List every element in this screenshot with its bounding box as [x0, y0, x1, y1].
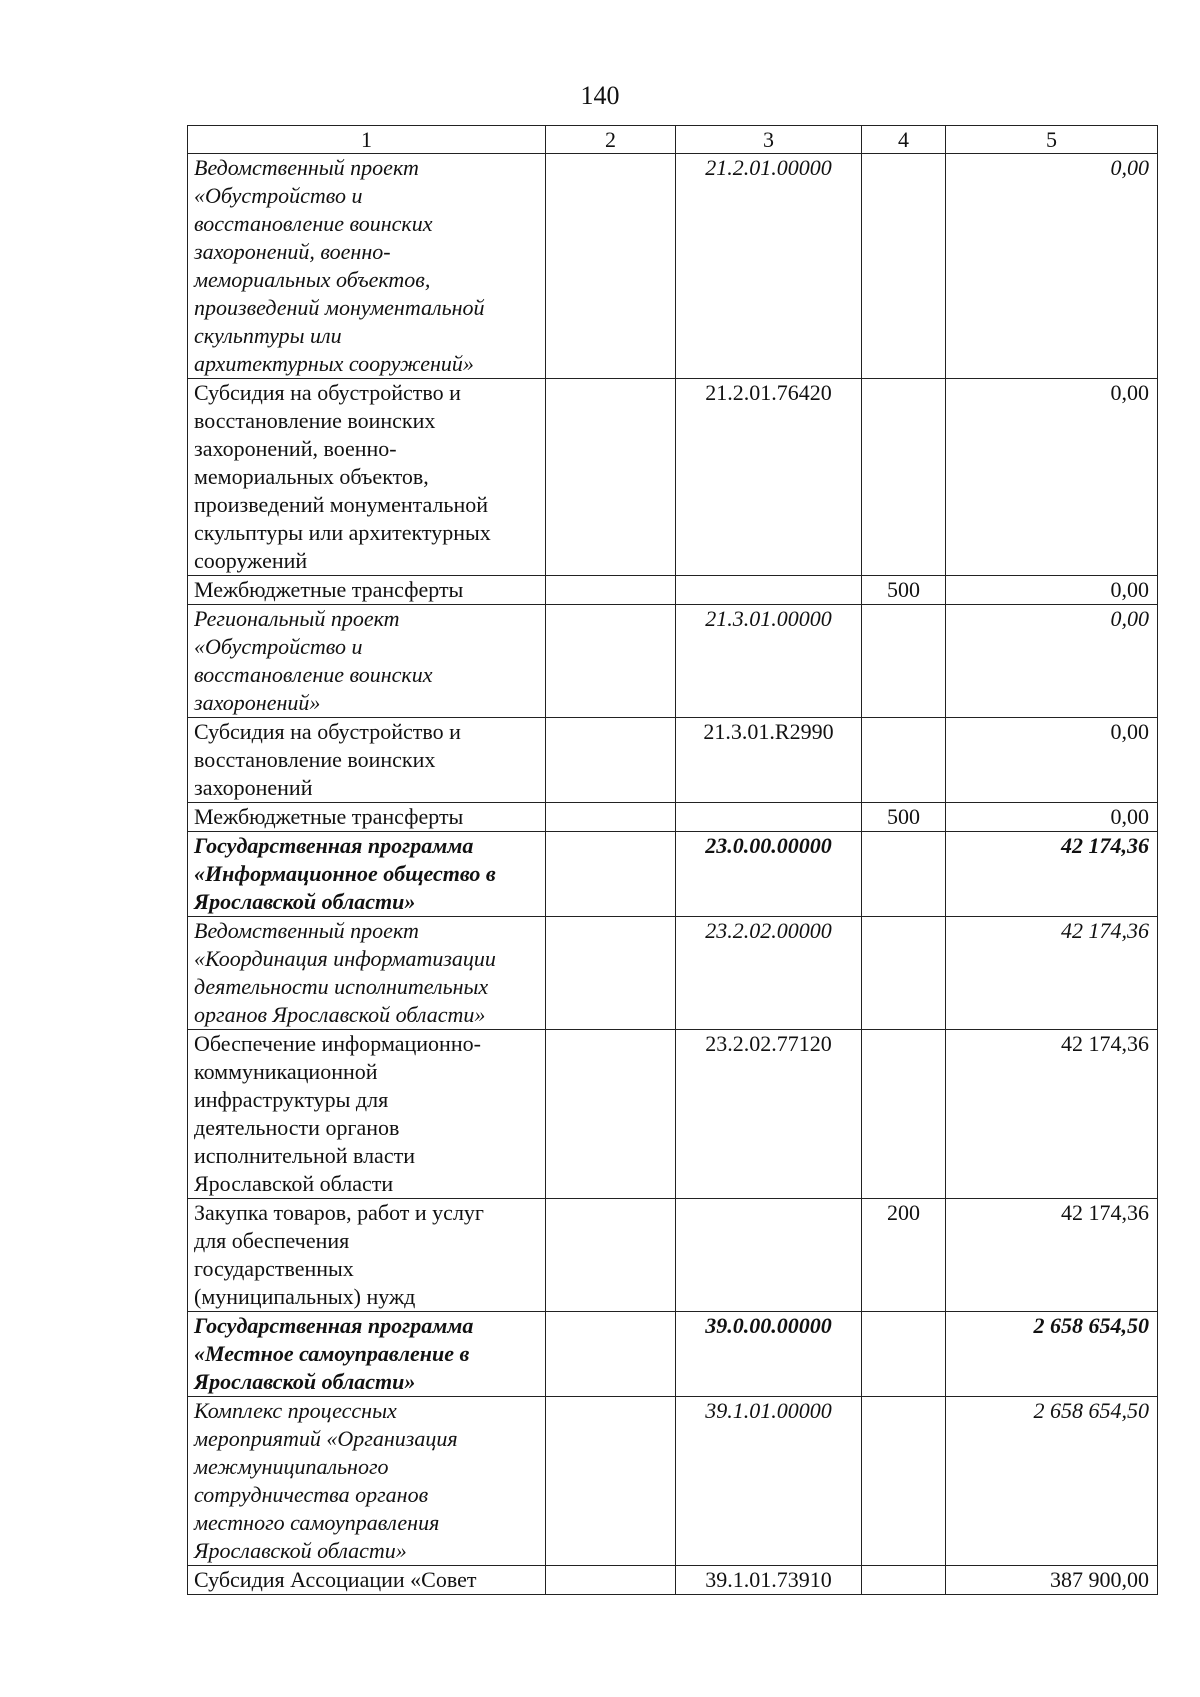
header-cell-5: 5 [946, 126, 1158, 154]
row-col2-cell [546, 1312, 676, 1397]
header-cell-4: 4 [862, 126, 946, 154]
row-amount-cell: 0,00 [946, 576, 1158, 605]
header-cell-2: 2 [546, 126, 676, 154]
table-row [188, 576, 1158, 605]
row-kind-cell: 500 [862, 803, 946, 832]
table-row [188, 154, 1158, 379]
row-code-cell [676, 576, 862, 605]
row-name-cell: Обеспечение информационно- коммуникационной инфраструктуры для деятельности органов исполнительной власти Ярославской области [188, 1030, 546, 1199]
table-row [188, 1199, 1158, 1312]
row-code-cell: 39.1.01.00000 [676, 1397, 862, 1566]
row-amount-cell: 42 174,36 [946, 1199, 1158, 1312]
row-col2-cell [546, 1566, 676, 1595]
table-header-row [188, 126, 1158, 154]
row-amount-cell: 387 900,00 [946, 1566, 1158, 1595]
row-name-cell: Субсидия на обустройство и восстановление воинских захоронений, военно- мемориальных объектов, произведений монументальной скульптуры или архитектурных сооружений [188, 379, 546, 576]
row-col2-cell [546, 917, 676, 1030]
row-name-cell: Комплекс процессных мероприятий «Организация межмуниципального сотрудничества органов местного самоуправления Ярославской области» [188, 1397, 546, 1566]
table-row [188, 1397, 1158, 1566]
row-name-cell: Государственная программа «Информационное общество в Ярославской области» [188, 832, 546, 917]
row-col2-cell [546, 832, 676, 917]
table-row [188, 832, 1158, 917]
row-name-cell: Ведомственный проект «Обустройство и восстановление воинских захоронений, военно- мемориальных объектов, произведений монументальной скульптуры или архитектурных сооружений» [188, 154, 546, 379]
row-amount-cell: 2 658 654,50 [946, 1397, 1158, 1566]
row-kind-cell [862, 1030, 946, 1199]
row-name-cell: Закупка товаров, работ и услуг для обеспечения государственных (муниципальных) нужд [188, 1199, 546, 1312]
row-col2-cell [546, 803, 676, 832]
table-row [188, 718, 1158, 803]
table-row [188, 1030, 1158, 1199]
row-kind-cell [862, 605, 946, 718]
table-row [188, 803, 1158, 832]
table-body [188, 126, 1158, 1595]
row-amount-cell: 0,00 [946, 379, 1158, 576]
row-col2-cell [546, 605, 676, 718]
row-code-cell: 21.2.01.76420 [676, 379, 862, 576]
row-code-cell: 21.3.01.00000 [676, 605, 862, 718]
row-kind-cell [862, 154, 946, 379]
row-name-cell: Субсидия Ассоциации «Совет [188, 1566, 546, 1595]
row-col2-cell [546, 1397, 676, 1566]
row-name-cell: Межбюджетные трансферты [188, 576, 546, 605]
row-kind-cell [862, 1312, 946, 1397]
table-row [188, 917, 1158, 1030]
row-col2-cell [546, 718, 676, 803]
row-name-cell: Субсидия на обустройство и восстановление воинских захоронений [188, 718, 546, 803]
header-cell-1: 1 [188, 126, 546, 154]
row-kind-cell: 500 [862, 576, 946, 605]
row-amount-cell: 42 174,36 [946, 1030, 1158, 1199]
table-row [188, 1566, 1158, 1595]
row-code-cell: 21.2.01.00000 [676, 154, 862, 379]
row-code-cell [676, 1199, 862, 1312]
row-col2-cell [546, 154, 676, 379]
row-kind-cell [862, 917, 946, 1030]
page-number: 140 [580, 81, 620, 110]
row-code-cell: 23.2.02.77120 [676, 1030, 862, 1199]
row-amount-cell: 0,00 [946, 718, 1158, 803]
row-kind-cell [862, 832, 946, 917]
budget-table [187, 125, 1158, 1595]
row-col2-cell [546, 576, 676, 605]
header-cell-3: 3 [676, 126, 862, 154]
row-code-cell: 21.3.01.R2990 [676, 718, 862, 803]
row-code-cell: 39.1.01.73910 [676, 1566, 862, 1595]
row-amount-cell: 0,00 [946, 803, 1158, 832]
row-kind-cell: 200 [862, 1199, 946, 1312]
table-row [188, 1312, 1158, 1397]
row-kind-cell [862, 379, 946, 576]
row-col2-cell [546, 1030, 676, 1199]
row-name-cell: Государственная программа «Местное самоуправление в Ярославской области» [188, 1312, 546, 1397]
row-amount-cell: 2 658 654,50 [946, 1312, 1158, 1397]
row-code-cell: 23.0.00.00000 [676, 832, 862, 917]
row-amount-cell: 0,00 [946, 605, 1158, 718]
row-code-cell: 23.2.02.00000 [676, 917, 862, 1030]
table-row [188, 379, 1158, 576]
row-kind-cell [862, 718, 946, 803]
row-code-cell: 39.0.00.00000 [676, 1312, 862, 1397]
table-row [188, 605, 1158, 718]
row-amount-cell: 42 174,36 [946, 832, 1158, 917]
row-code-cell [676, 803, 862, 832]
row-kind-cell [862, 1566, 946, 1595]
row-name-cell: Межбюджетные трансферты [188, 803, 546, 832]
row-amount-cell: 42 174,36 [946, 917, 1158, 1030]
row-amount-cell: 0,00 [946, 154, 1158, 379]
row-kind-cell [862, 1397, 946, 1566]
row-col2-cell [546, 1199, 676, 1312]
row-name-cell: Региональный проект «Обустройство и восстановление воинских захоронений» [188, 605, 546, 718]
row-col2-cell [546, 379, 676, 576]
row-name-cell: Ведомственный проект «Координация информатизации деятельности исполнительных органов Ярославской области» [188, 917, 546, 1030]
